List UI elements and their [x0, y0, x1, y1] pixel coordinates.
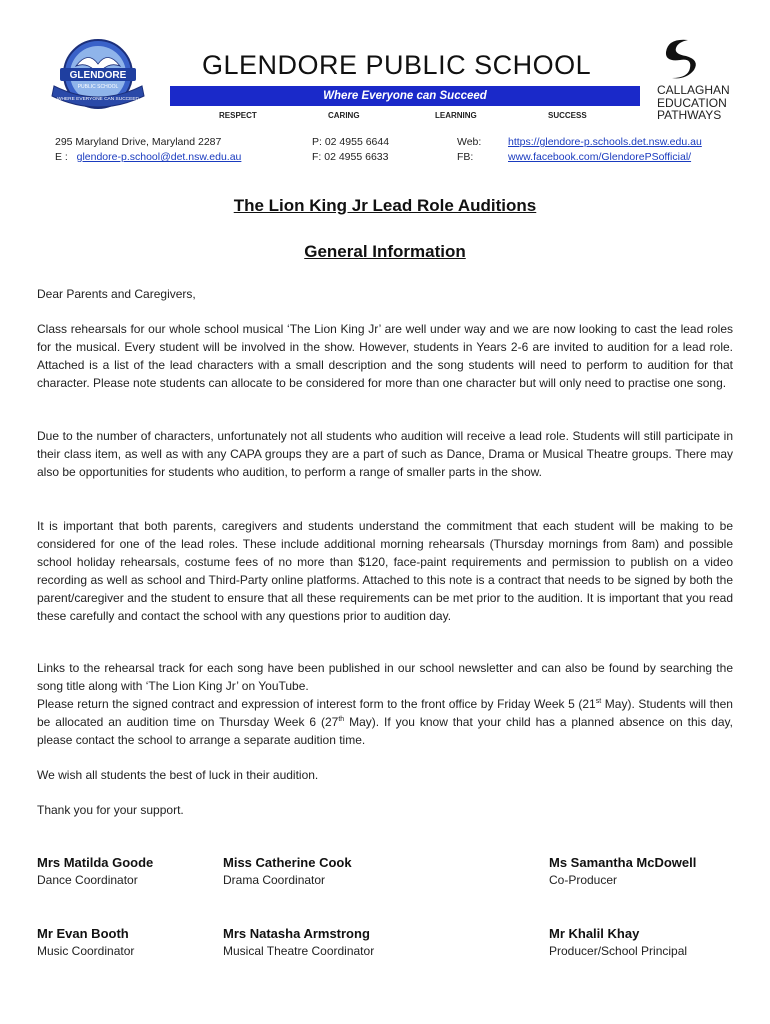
signatory-4 [37, 926, 134, 958]
partner-line-3: PATHWAYS [657, 108, 722, 122]
email-link[interactable]: glendore-p.school@det.nsw.edu.au [76, 151, 242, 163]
school-name: GLENDORE PUBLIC SCHOOL [202, 50, 592, 80]
paragraph-4-return-a: Please return the signed contract and expression of interest form to the front office by Friday Week 5 (21 [37, 696, 596, 711]
signatory-name: Mrs Natasha Armstrong [223, 926, 370, 941]
signatory-role: Musical Theatre Coordinator [223, 944, 375, 958]
school-crest-logo [44, 36, 152, 116]
signatory-role: Co-Producer [549, 873, 618, 887]
signatory-name: Ms Samantha McDowell [549, 855, 697, 870]
signatory-role: Drama Coordinator [223, 873, 326, 887]
callaghan-pathways-logo [660, 36, 700, 82]
logo-motto-text: WHERE EVERYONE CAN SUCCEED [56, 97, 140, 102]
tagline-bar [170, 86, 640, 106]
value-success: SUCCESS [548, 111, 587, 120]
signatory-role: Music Coordinator [37, 944, 135, 958]
signatory-name: Mrs Matilda Goode [37, 855, 154, 870]
value-respect: RESPECT [219, 111, 257, 120]
greeting: Dear Parents and Caregivers, [37, 287, 196, 301]
web-label: Web: [457, 136, 482, 148]
page-title: The Lion King Jr Lead Role Auditions [233, 196, 537, 215]
signatory-name: Mr Khalil Khay [549, 926, 640, 941]
ordinal-th: th [338, 715, 345, 723]
signatory-3 [549, 855, 696, 887]
paragraph-1: Class rehearsals for our whole school musical ‘The Lion King Jr’ are well under way and we are now looking to cast the lead roles for the musical. Every student will be involved in the show. However, students in Years 2-6 are invited to audition for a lead role. Attached is a list of the lead characters with a small description and the song students will need to perform to audition for that character. Please note students can allocate to be considered for more than one character but will only need to practise one song. [37, 322, 733, 390]
website-link[interactable]: https://glendore-p.schools.det.nsw.edu.au [508, 136, 702, 148]
ordinal-st: st [595, 697, 602, 705]
partner-line-2: EDUCATION [657, 95, 727, 110]
paragraph-6: Thank you for your support. [37, 803, 184, 817]
paragraph-3: It is important that both parents, caregivers and students understand the commitment that each student will be making to be considered for one of the lead roles. These include additional morning rehearsals (Thursday mornings from 8am) and possible school holiday rehearsals, costume fees of no more than $120, face-paint requirements and permission to publish on a video recording as well as school and Third-Party online platforms. Attached to this note is a contract that needs to be signed by both the parent/caregiver and the student to ensure that all these requirements can be met prior to the audition. It is important that you read these carefully and contact the school with any questions prior to audition day. [37, 519, 733, 623]
web-links [508, 135, 702, 165]
signatory-role: Dance Coordinator [37, 873, 138, 887]
tagline: Where Everyone can Succeed [323, 90, 487, 102]
web-labels [457, 135, 481, 165]
signatory-role: Producer/School Principal [549, 944, 688, 958]
paragraph-4-links: Links to the rehearsal track for each song have been published in our school newsletter and can also be found by searching the song title along with ‘The Lion King Jr’ on YouTube. [37, 661, 733, 693]
logo-name-text: GLENDORE [69, 70, 127, 81]
phone: P: 02 4955 6644 [312, 136, 390, 148]
signatory-2 [223, 855, 352, 887]
address-block [55, 135, 241, 165]
paragraph-4 [37, 660, 733, 750]
value-learning: LEARNING [435, 111, 477, 120]
partner-line-1: CALLAGHAN [657, 83, 730, 97]
fax: F: 02 4955 6633 [312, 151, 389, 163]
value-caring: CARING [328, 111, 360, 120]
signatory-5 [223, 926, 374, 958]
signatory-name: Mr Evan Booth [37, 926, 129, 941]
email-label: E : [55, 151, 68, 163]
signatory-6 [549, 926, 687, 958]
logo-sub-text: PUBLIC SCHOOL [77, 84, 119, 90]
address: 295 Maryland Drive, Maryland 2287 [55, 136, 222, 148]
fb-label: FB: [457, 151, 474, 163]
paragraph-5: We wish all students the best of luck in their audition. [37, 768, 319, 782]
phone-block [312, 135, 389, 165]
paragraph-2: Due to the number of characters, unfortunately not all students who audition will receive a lead role. Students will still participate in their class item, as well as with any CAPA groups they are a part of such as Dance, Drama or Musical Theatre groups. There may also be opportunities for students who audition, to perform a range of smaller parts in the show. [37, 429, 733, 479]
paragraph-4-return-b: May). Students will then be allocated an audition time on Thursday Week 6 (27 [37, 696, 733, 729]
page-subtitle: General Information [304, 242, 466, 261]
paragraph-4-return-c: May). If you know that your child has a planned absence on this day, please contact the school to arrange a separate audition time. [37, 714, 733, 747]
signatory-1 [37, 855, 153, 887]
signatory-name: Miss Catherine Cook [223, 855, 352, 870]
facebook-link[interactable]: www.facebook.com/GlendorePSofficial/ [508, 151, 692, 163]
partner-name [657, 84, 730, 122]
